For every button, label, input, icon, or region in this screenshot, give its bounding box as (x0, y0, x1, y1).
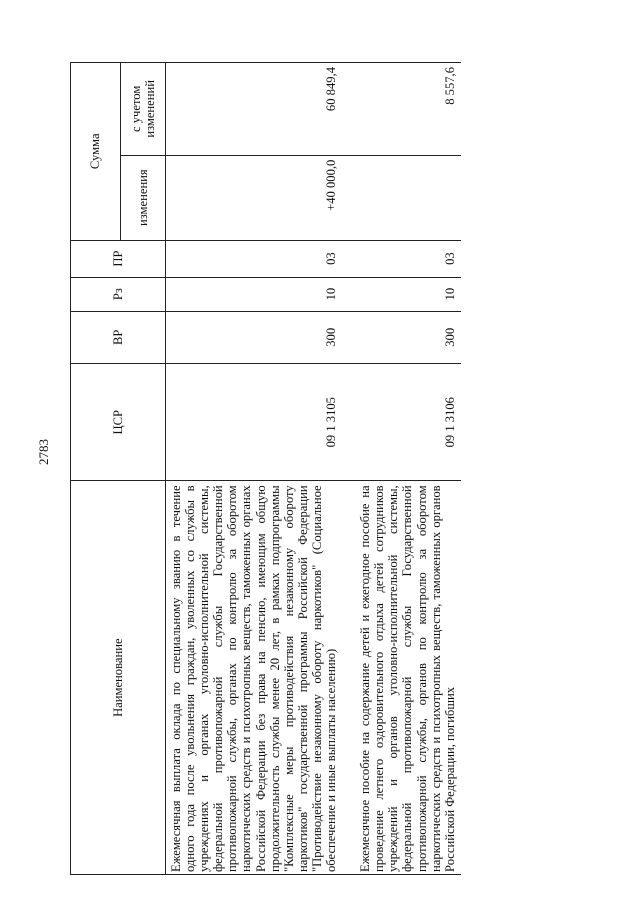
row-rz: 10 (166, 277, 349, 311)
row-vr: 300 (348, 311, 461, 363)
budget-table (70, 62, 461, 875)
row-changes: +40 000,0 (166, 155, 349, 240)
row-name: Ежемесячная выплата оклада по специальному званию в течение одного года после увольнения граждан, уволенных со службы в учреждениях и органах уголовно-исполнительной системы, федеральной противопожарной службы Государственной противопожарной службы, органах по контролю за оборотом наркотических средств и психотропных веществ, таможенных органах Российской Федерации без права на пенсию, имеющим общую продолжительность службы менее 20 лет, в рамках подпрограммы "Комплексные меры противодействия незаконному обороту наркотиков" государственной программы Российской Федерации "Противодействие незаконному обороту наркотиков" (Социальное обеспечение и иные выплаты населению) (166, 481, 349, 875)
row-name: Ежемесячное пособие на содержание детей и ежегодное пособие на проведение летнего оздоровительного отдыха детей сотрудников учреждений и органов уголовно-исполнительной системы, федеральной противопожарной службы Государственной противопожарной службы, органов по контролю за оборотом наркотических средств и психотропных веществ, таможенных органов Российской Федерации, погибших (348, 481, 461, 875)
header-sum: Сумма (71, 63, 121, 241)
header-name: Наименование (71, 481, 166, 875)
header-vr: ВР (71, 311, 166, 363)
header-with-changes: с учетом изменений (121, 63, 166, 156)
row-vr: 300 (166, 311, 349, 363)
row-csr: 09 1 3106 (348, 364, 461, 481)
row-csr: 09 1 3105 (166, 364, 349, 481)
row-pr: 03 (348, 240, 461, 277)
table-row (348, 63, 461, 875)
row-with-changes: 60 849,4 (166, 63, 349, 156)
rotated-page-content (70, 62, 596, 875)
table-row (166, 63, 349, 875)
header-changes: изменения (121, 155, 166, 240)
row-pr: 03 (166, 240, 349, 277)
page-number: 2783 (36, 439, 51, 465)
row-changes (348, 155, 461, 240)
header-pr: ПР (71, 240, 166, 277)
header-rz: Рз (71, 277, 166, 311)
header-csr: ЦСР (71, 364, 166, 481)
row-with-changes: 8 557,6 (348, 63, 461, 156)
row-rz: 10 (348, 277, 461, 311)
